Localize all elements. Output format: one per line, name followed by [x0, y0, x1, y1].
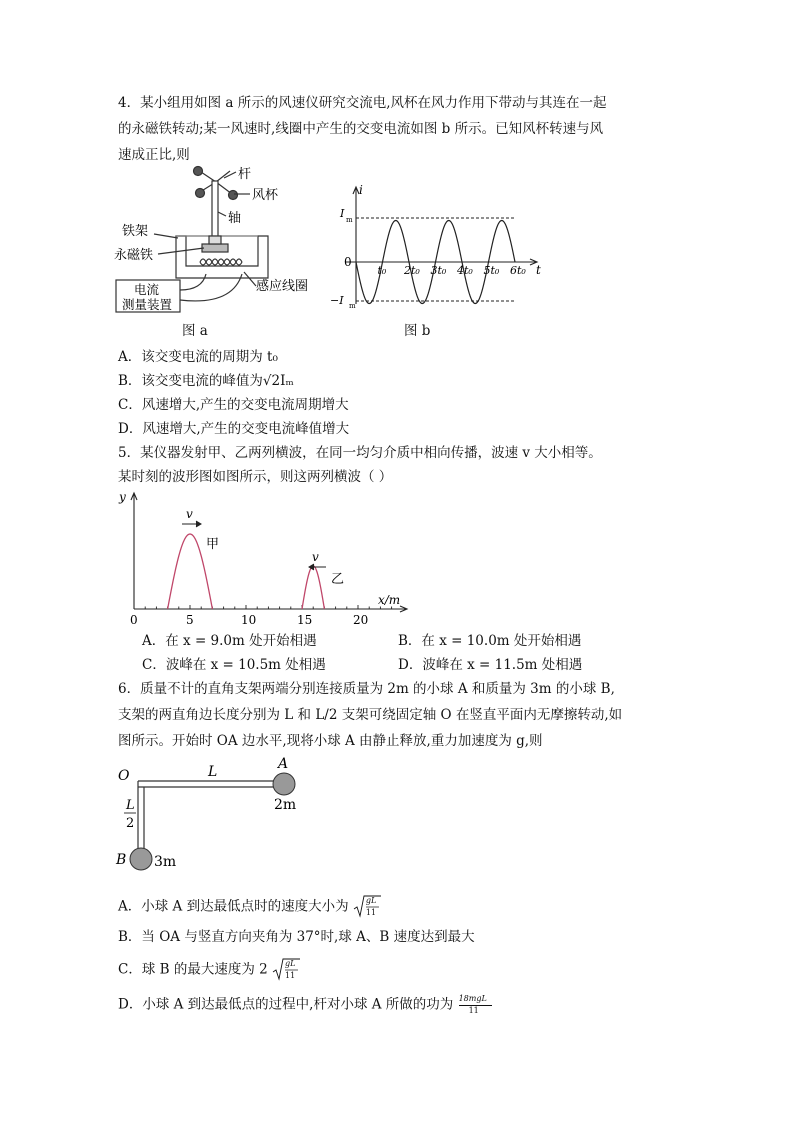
label-rod: 杆: [238, 167, 252, 182]
v-label-jia: v: [186, 507, 193, 521]
v-label-yi: v: [312, 550, 319, 564]
ball-b: [130, 848, 152, 870]
q4-option-d: D．风速增大,产生的交变电流峰值增大: [118, 421, 350, 437]
i-axis-label: i: [359, 183, 363, 197]
figure-b-caption: 图 b: [404, 323, 431, 339]
label-yi: 乙: [331, 572, 345, 587]
length-l-label: L: [208, 764, 218, 780]
q6-option-a-sqrt: [353, 895, 381, 919]
label-axis: 轴: [228, 211, 242, 226]
x-tick-15: 15: [297, 613, 313, 627]
ball-b-label: B: [116, 852, 127, 868]
label-meter-2: 测量装置: [122, 297, 173, 312]
q6-option-d-frac: [458, 993, 494, 1017]
pivot-o-label: O: [118, 768, 130, 784]
q4-option-c: C．风速增大,产生的交变电流周期增大: [118, 397, 349, 413]
label-frame: 铁架: [122, 224, 149, 239]
q4-stem-line-3: 速成正比,则: [118, 147, 190, 163]
q6-option-c: [118, 958, 300, 982]
coil: [200, 259, 242, 265]
figure-b-current-graph: [330, 183, 546, 310]
q6-option-c-num: gL: [285, 959, 296, 968]
x-axis-label: x/m: [378, 593, 401, 607]
ball-a: [273, 773, 295, 795]
peak-pos-sub: m: [346, 216, 353, 224]
iron-frame: [176, 236, 268, 278]
q6-option-b: B．当 OA 与竖直方向夹角为 37°时,球 A、B 速度达到最大: [118, 929, 475, 945]
x-tick-5: 5: [186, 613, 194, 627]
ball-a-label: A: [278, 756, 289, 772]
label-cup: 风杯: [252, 188, 279, 203]
t-tick-label: 6t₀: [510, 264, 526, 277]
q6-option-d-den: 11: [468, 1006, 479, 1015]
t-tick-label: 3t₀: [430, 264, 447, 277]
peak-pos-label: I: [340, 207, 345, 220]
q6-option-a-den: 11: [365, 908, 377, 917]
t-tick-label: 5t₀: [483, 264, 500, 277]
label-magnet: 永磁铁: [114, 248, 154, 263]
bracket-rod: [138, 781, 284, 858]
q4-stem-line-2: 的永磁铁转动;某一风速时,线圈中产生的交变电流如图 b 所示。已知风杯转速与风: [118, 121, 604, 137]
q6-option-c-sqrt: [272, 958, 300, 982]
x-tick-20: 20: [353, 613, 369, 627]
peak-neg-sub: m: [349, 302, 356, 310]
mass-a-label: 2m: [274, 797, 297, 813]
label-meter-1: 电流: [134, 282, 160, 297]
figure-a-anemometer: [112, 166, 322, 316]
q6-option-d-num: 18mgL: [458, 994, 487, 1003]
figure-a-caption: 图 a: [182, 323, 208, 339]
half-l-denominator: 2: [126, 816, 135, 831]
mass-b-label: 3m: [154, 854, 177, 870]
q5-stem-line-2: 某时刻的波形图如图所示，则这两列横波（ ）: [118, 469, 393, 485]
q6-option-c-text: C．球 B 的最大速度为 2: [118, 961, 268, 978]
q6-stem-line-2: 支架的两直角边长度分别为 L 和 L/2 支架可绕固定轴 O 在竖直平面内无摩擦转动,如: [118, 707, 623, 723]
t-tick-label: t₀: [377, 264, 387, 277]
q5-option-b: B．在 x = 10.0m 处开始相遇: [398, 633, 582, 649]
q4-stem-line-1: 4．某小组用如图 a 所示的风速仪研究交流电,风杯在风力作用下带动与其连在一起: [118, 95, 607, 111]
y-axis-label: y: [119, 490, 126, 504]
q5-option-d: D．波峰在 x = 11.5m 处相遇: [398, 657, 583, 673]
q4-option-b: B．该交变电流的峰值为√2Iₘ: [118, 373, 294, 389]
wind-cup: [194, 167, 203, 176]
half-l-numerator: L: [126, 798, 135, 813]
q6-option-c-den: 11: [285, 971, 296, 980]
label-coil: 感应线圈: [256, 279, 309, 294]
x-tick-10: 10: [241, 613, 257, 627]
q6-option-a: [118, 895, 381, 919]
q5-option-c: C．波峰在 x = 10.5m 处相遇: [142, 657, 326, 673]
t-tick-label: 4t₀: [457, 264, 473, 277]
wave-yi: [302, 566, 324, 609]
q6-bracket-figure: [112, 756, 312, 872]
q6-option-d-text: D．小球 A 到达最低点的过程中,杆对小球 A 所做的功为: [118, 996, 454, 1013]
q6-option-a-num: gL: [365, 896, 377, 905]
q5-stem-line-1: 5．某仪器发射甲、乙两列横波，在同一均匀介质中相向传播，波速 v 大小相等。: [118, 445, 602, 461]
q6-option-d: [118, 993, 494, 1017]
t-axis-label: t: [536, 263, 541, 277]
q5-option-a: A．在 x = 9.0m 处开始相遇: [142, 633, 317, 649]
peak-neg-label: −I: [330, 294, 344, 307]
q6-stem-line-3: 图所示。开始时 OA 边水平,现将小球 A 由静止释放,重力加速度为 g,则: [118, 733, 543, 749]
q6-option-a-text: A．小球 A 到达最低点时的速度大小为: [118, 898, 349, 915]
origin-zero: 0: [130, 613, 138, 627]
t-tick-label: 2t₀: [404, 264, 420, 277]
q5-wave-chart: [114, 488, 414, 628]
permanent-magnet: [202, 244, 228, 252]
label-jia: 甲: [206, 537, 220, 552]
q4-option-a: A．该交变电流的周期为 t₀: [118, 349, 278, 365]
origin-label: 0: [344, 255, 352, 269]
q6-stem-line-1: 6．质量不计的直角支架两端分别连接质量为 2m 的小球 A 和质量为 3m 的小球 B,: [118, 681, 615, 697]
